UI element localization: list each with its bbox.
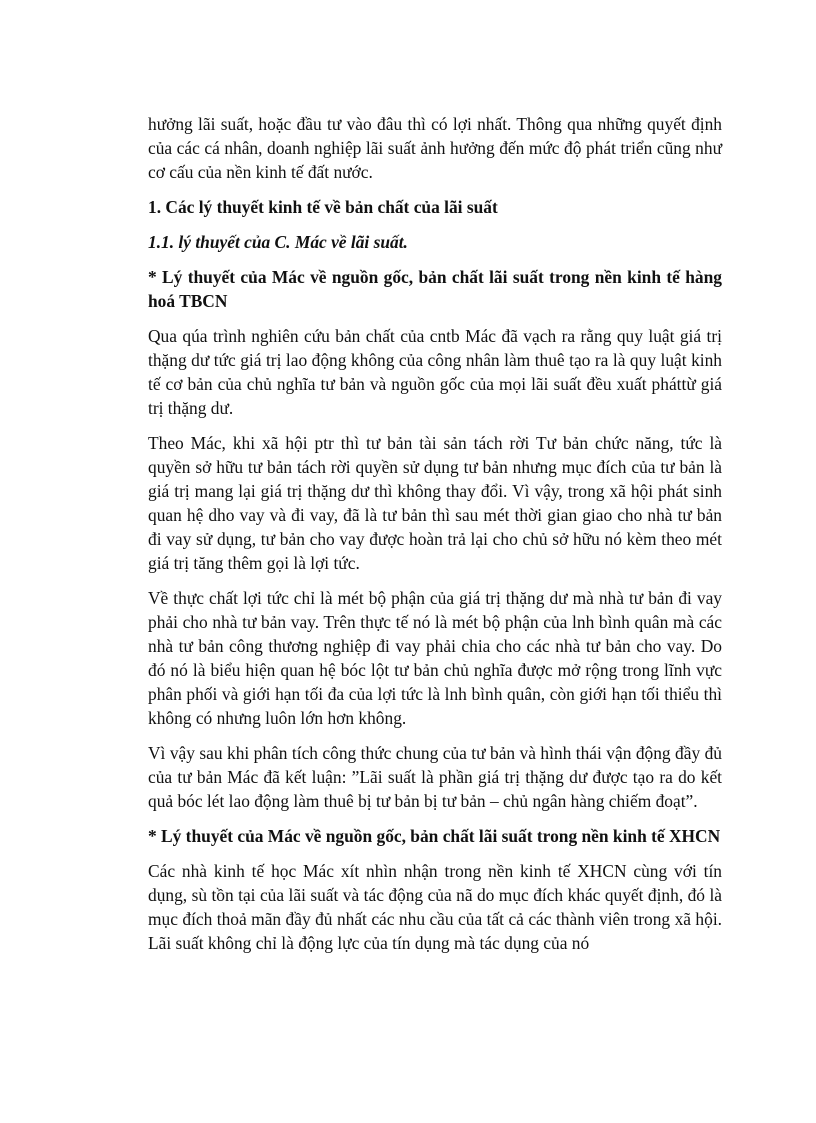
paragraph-socialist-economy: Các nhà kinh tế học Mác xít nhìn nhận trong nền kinh tế XHCN cùng với tín dụng, sù tồn tại của lãi suất và tác động của nã do mục đích khác quyết định, đó là mục đích thoả mãn đầy đủ nhất các nhu cầu của tất cả các thành viên trong xã hội. Lãi suất không chỉ là động lực của tín dụng mà tác dụng của nó: [148, 861, 722, 953]
bold-topic-heading-tbcn: * Lý thuyết của Mác về nguồn gốc, bản chất lãi suất trong nền kinh tế hàng hoá TBCN: [148, 267, 722, 311]
paragraph-marx-conclusion: Vì vậy sau khi phân tích công thức chung của tư bản và hình thái vận động đầy đủ của tư bản Mác đã kết luận: ”Lãi suất là phần giá trị thặng dư được tạo ra do kết quả bóc lét lao động làm thuê bị tư bản bị tư bản – chủ ngân hàng chiếm đoạt”.: [148, 743, 722, 811]
paragraph-capital-separation: Theo Mác, khi xã hội ptr thì tư bản tài sản tách rời Tư bản chức năng, tức là quyền sở hữu tư bản tách rời quyền sử dụng tư bản nhưng mục đích của tư bản là giá trị mang lại giá trị thặng dư thì không thay đổi. Vì vậy, trong xã hội phát sinh quan hệ dho vay và đi vay, đã là tư bản thì sau mét thời gian giao cho nhà tư bản đi vay sử dụng, tư bản cho vay được hoàn trả lại cho chủ sở hữu nó kèm theo mét giá trị tăng thêm gọi là lợi tức.: [148, 433, 722, 573]
bold-topic-heading-xhcn: * Lý thuyết của Mác về nguồn gốc, bản chất lãi suất trong nền kinh tế XHCN: [148, 826, 721, 846]
paragraph-surplus-value: Qua qúa trình nghiên cứu bản chất của cntb Mác đã vạch ra rằng quy luật giá trị thặng dư tức giá trị lao động không của công nhân làm thuê tạo ra là quy luật kinh tế cơ bản của chủ nghĩa tư bản và nguồn gốc của mọi lãi suất đều xuất pháttừ giá trị thặng dư.: [148, 326, 722, 418]
paragraph-intro-continuation: hưởng lãi suất, hoặc đầu tư vào đâu thì có lợi nhất. Thông qua những quyết định của các cá nhân, doanh nghiệp lãi suất ảnh hưởng đến mức độ phát triển cũng như cơ cấu của nền kinh tế đất nước.: [148, 114, 722, 182]
subsection-heading: 1.1. lý thuyết của C. Mác về lãi suất.: [148, 232, 408, 252]
section-heading: 1. Các lý thuyết kinh tế về bản chất của lãi suất: [148, 197, 498, 217]
paragraph-interest-nature: Về thực chất lợi tức chỉ là mét bộ phận của giá trị thặng dư mà nhà tư bản đi vay phải cho nhà tư bản vay. Trên thực tế nó là mét bộ phận của lnh bình quân mà các nhà tư bản công thương nghiệp đi vay phải chia cho các nhà tư bản cho vay. Do đó nó là biểu hiện quan hệ bóc lột tư bản chủ nghĩa được mở rộng trong lĩnh vực phân phối và giới hạn tối đa của lợi tức là lnh bình quân, còn giới hạn tối thiểu thì không có nhưng luôn lớn hơn không.: [148, 588, 722, 728]
document-page: [148, 112, 722, 966]
